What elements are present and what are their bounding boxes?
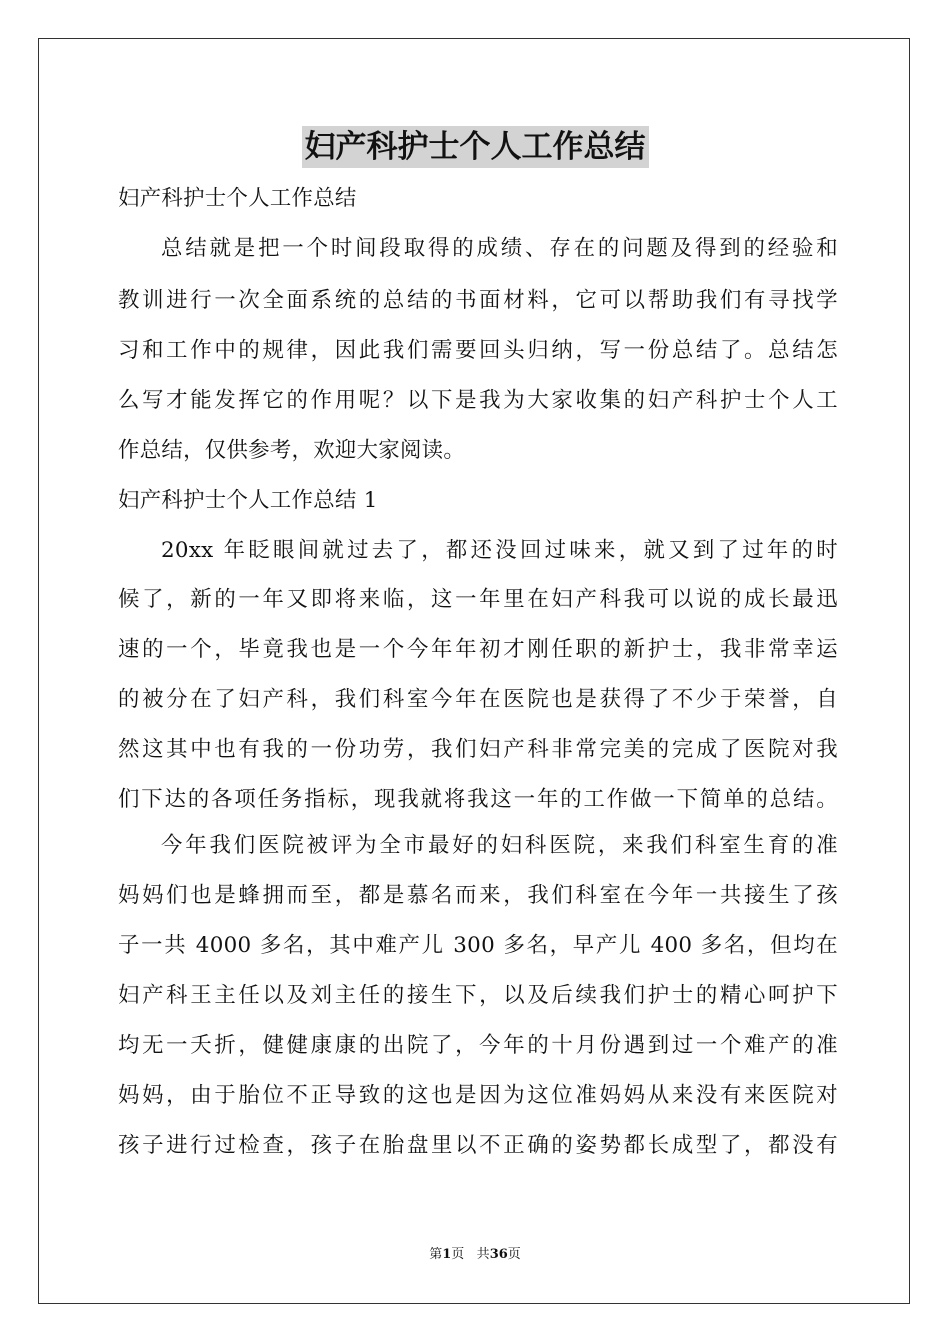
footer-total-pages: 36 bbox=[489, 1247, 508, 1262]
body-line: 孩子进行过检查，孩子在胎盘里以不正确的姿势都长成型了，都没有 bbox=[118, 1133, 838, 1158]
section-heading: 妇产科护士个人工作总结 1 bbox=[118, 488, 378, 513]
body-line: 们下达的各项任务指标，现我就将我这一年的工作做一下简单的总结。 bbox=[118, 787, 838, 812]
footer-total-prefix: 共 bbox=[476, 1247, 490, 1262]
body-line: 作总结，仅供参考，欢迎大家阅读。 bbox=[118, 438, 466, 463]
footer-total-suffix: 页 bbox=[507, 1247, 521, 1262]
body-line: 候了，新的一年又即将来临，这一年里在妇产科我可以说的成长最迅 bbox=[118, 587, 838, 612]
page-border bbox=[38, 38, 910, 1304]
body-line: 均无一夭折，健健康康的出院了，今年的十月份遇到过一个难产的准 bbox=[118, 1033, 838, 1058]
body-line: 今年我们医院被评为全市最好的妇科医院，来我们科室生育的准 bbox=[161, 833, 838, 858]
page-footer bbox=[0, 1246, 950, 1264]
body-line: 妇产科王主任以及刘主任的接生下，以及后续我们护士的精心呵护下 bbox=[118, 983, 838, 1008]
body-line: 速的一个，毕竟我也是一个今年年初才刚任职的新护士，我非常幸运 bbox=[118, 637, 838, 662]
body-line: 习和工作中的规律，因此我们需要回头归纳，写一份总结了。总结怎 bbox=[118, 338, 838, 363]
footer-page-number: 1 bbox=[442, 1247, 452, 1262]
body-line: 子一共 4000 多名，其中难产儿 300 多名，早产儿 400 多名，但均在 bbox=[118, 933, 838, 958]
body-line: 总结就是把一个时间段取得的成绩、存在的问题及得到的经验和 bbox=[161, 236, 838, 261]
body-line: 教训进行一次全面系统的总结的书面材料，它可以帮助我们有寻找学 bbox=[118, 288, 838, 313]
body-line: 妈妈们也是蜂拥而至，都是慕名而来，我们科室在今年一共接生了孩 bbox=[118, 883, 838, 908]
title-wrap bbox=[0, 126, 950, 168]
subtitle-line: 妇产科护士个人工作总结 bbox=[118, 186, 357, 211]
body-line: 20xx 年眨眼间就过去了，都还没回过味来，就又到了过年的时 bbox=[161, 538, 838, 563]
footer-prefix: 第 bbox=[429, 1247, 443, 1262]
body-line: 妈妈，由于胎位不正导致的这也是因为这位准妈妈从来没有来医院对 bbox=[118, 1083, 838, 1108]
body-line: 的被分在了妇产科，我们科室今年在医院也是获得了不少于荣誉，自 bbox=[118, 687, 838, 712]
document-title: 妇产科护士个人工作总结 bbox=[302, 126, 649, 168]
footer-page-suffix: 页 bbox=[451, 1247, 465, 1262]
body-line: 么写才能发挥它的作用呢？以下是我为大家收集的妇产科护士个人工 bbox=[118, 388, 838, 413]
body-line: 然这其中也有我的一份功劳，我们妇产科非常完美的完成了医院对我 bbox=[118, 737, 838, 762]
